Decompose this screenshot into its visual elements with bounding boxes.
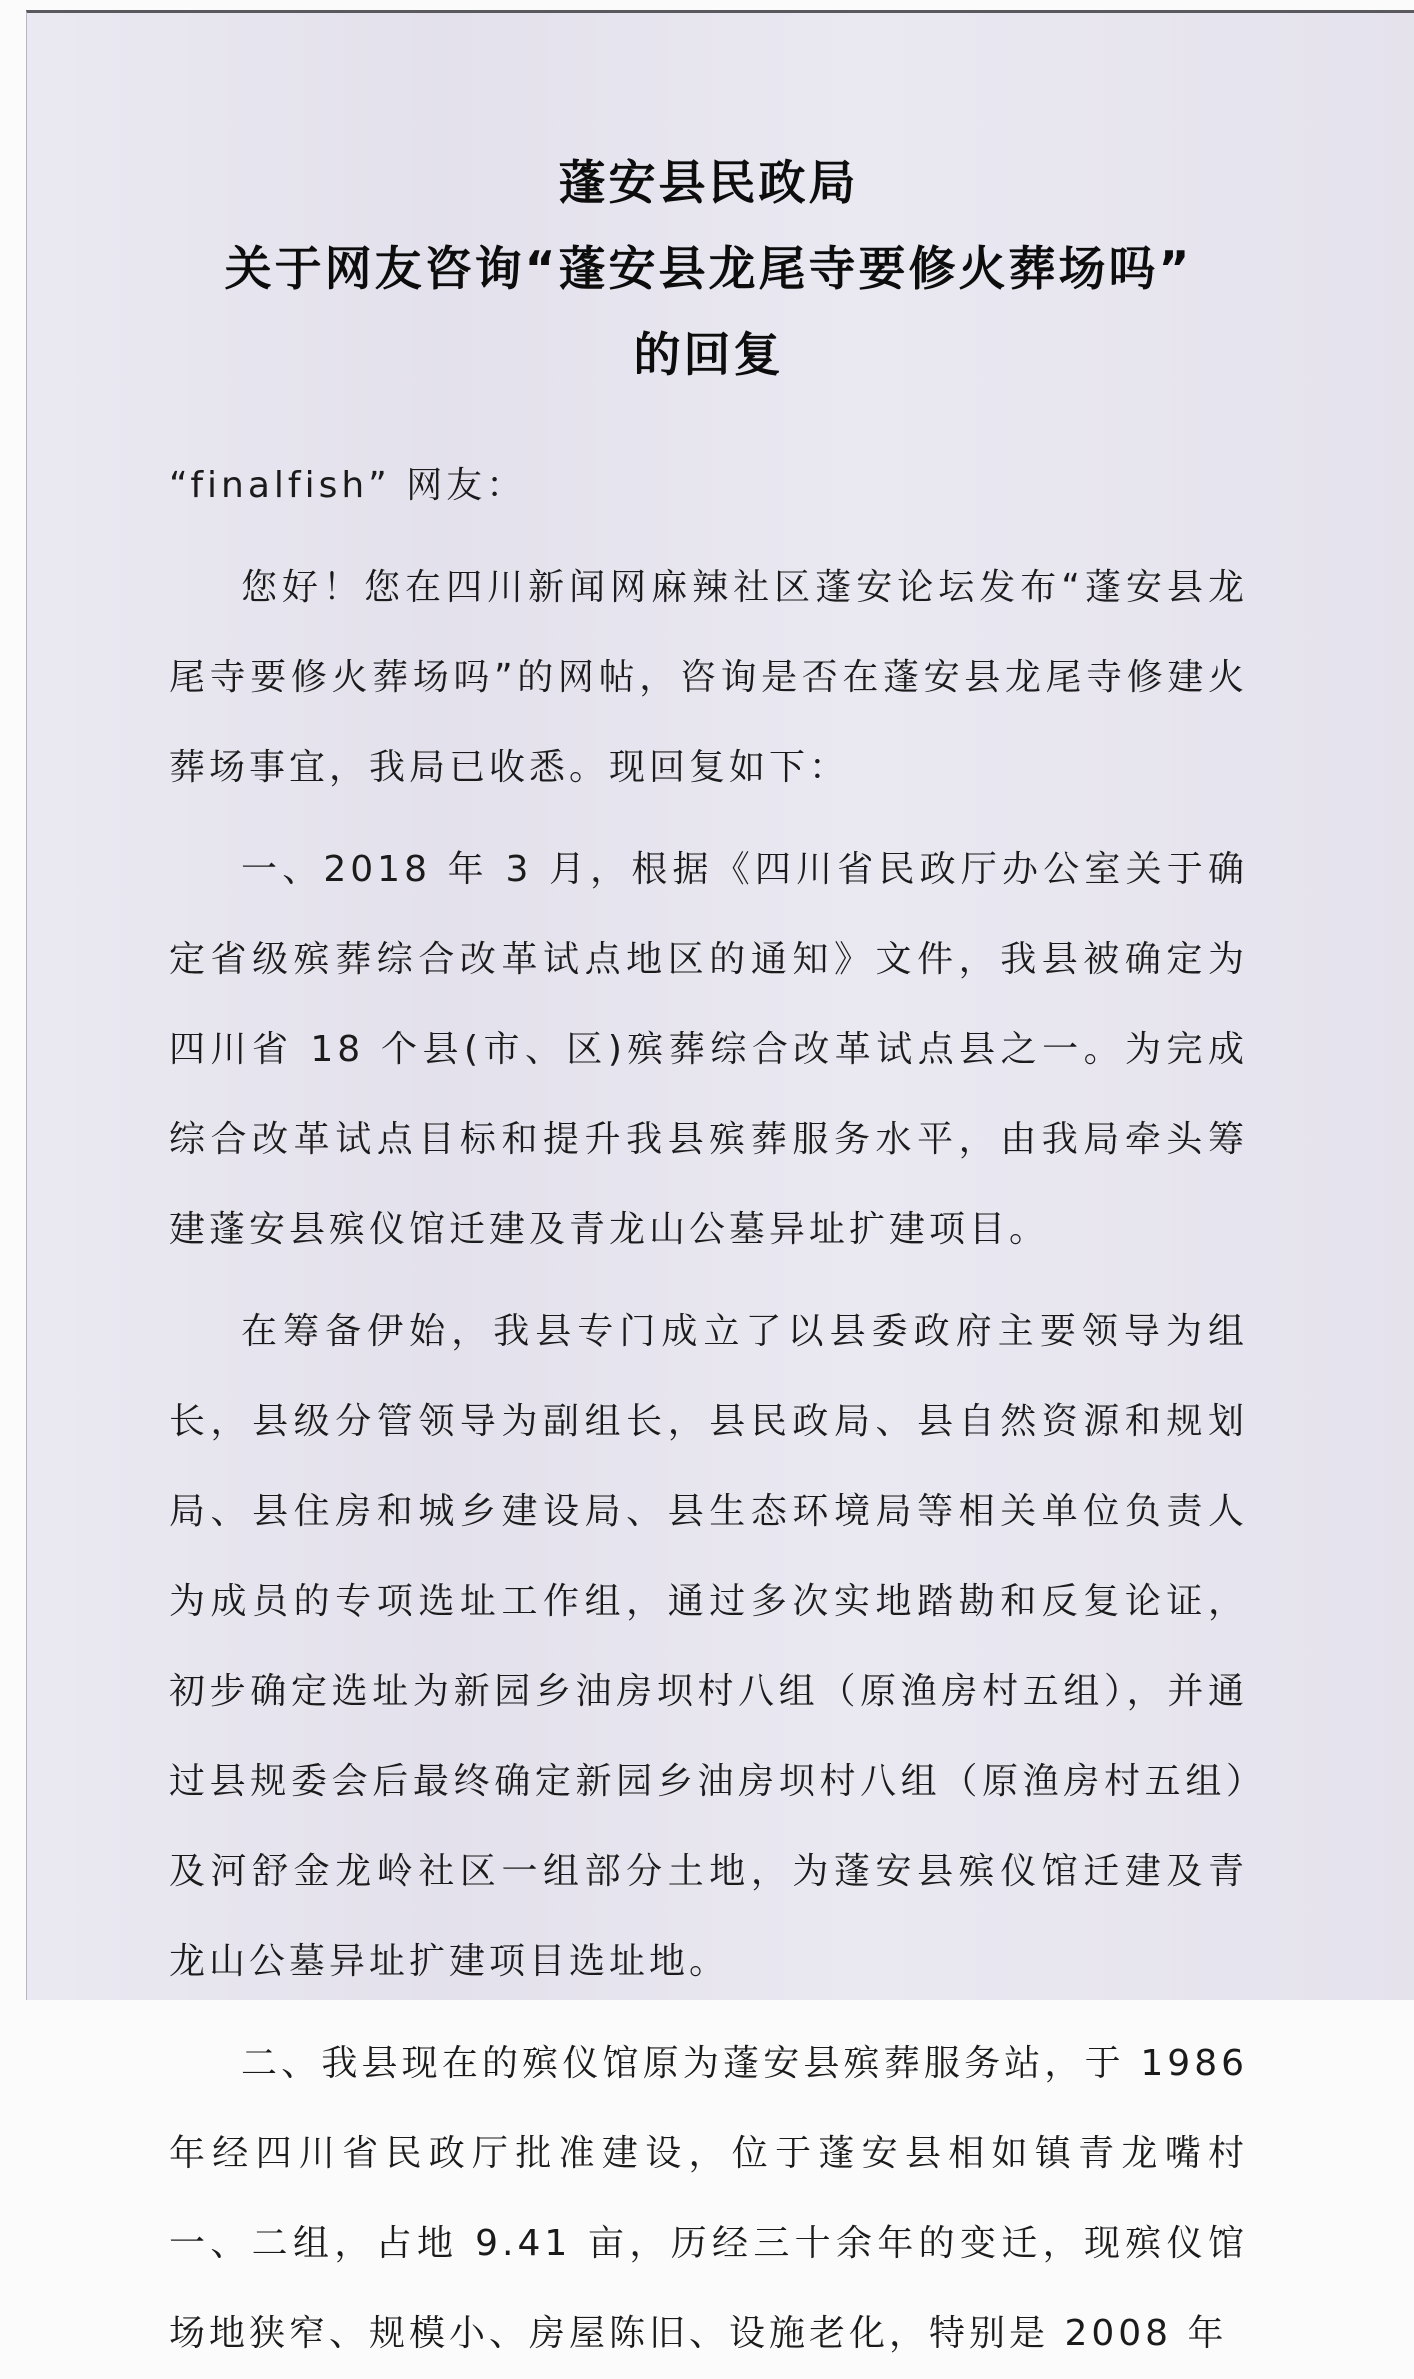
- paragraph-item-one: 一、2018 年 3 月，根据《四川省民政厅办公室关于确定省级殡葬综合改革试点地区的通知》文件，我县被确定为四川省 18 个县(市、区)殡葬综合改革试点县之一。为完成综合改革试点目标和提升我县殡葬服务水平，由我局牵头筹建蓬安县殡仪馆迁建及青龙山公墓异址扩建项目。: [169, 825, 1248, 1275]
- paragraph-site-selection: 在筹备伊始，我县专门成立了以县委政府主要领导为组长，县级分管领导为副组长，县民政局、县自然资源和规划局、县住房和城乡建设局、县生态环境局等相关单位负责人为成员的专项选址工作组，通过多次实地踏勘和反复论证，初步确定选址为新园乡油房坝村八组（原渔房村五组），并通过县规委会后最终确定新园乡油房坝村八组（原渔房村五组）及河舒金龙岭社区一组部分土地，为蓬安县殡仪馆迁建及青龙山公墓异址扩建项目选址地。: [169, 1287, 1248, 2007]
- document-page: [26, 10, 1414, 2000]
- title-line-subject: 关于网友咨询“蓬安县龙尾寺要修火葬场吗”: [169, 227, 1248, 313]
- paragraph-intro: 您好！您在四川新闻网麻辣社区蓬安论坛发布“蓬安县龙尾寺要修火葬场吗”的网帖，咨询是否在蓬安县龙尾寺修建火葬场事宜，我局已收悉。现回复如下：: [169, 543, 1248, 813]
- title-line-agency: 蓬安县民政局: [169, 141, 1248, 227]
- document-content: [27, 13, 1414, 2379]
- paragraph-item-two: 二、我县现在的殡仪馆原为蓬安县殡葬服务站，于 1986 年经四川省民政厅批准建设，位于蓬安县相如镇青龙嘴村一、二组，占地 9.41 亩，历经三十余年的变迁，现殡仪馆场地狭窄、规模小、房屋陈旧、设施老化，特别是 2008 年: [169, 2019, 1248, 2379]
- title-line-reply: 的回复: [169, 313, 1248, 399]
- salutation: “finalfish” 网友：: [169, 441, 1248, 531]
- document-body: [169, 441, 1248, 2379]
- document-title: [169, 141, 1248, 399]
